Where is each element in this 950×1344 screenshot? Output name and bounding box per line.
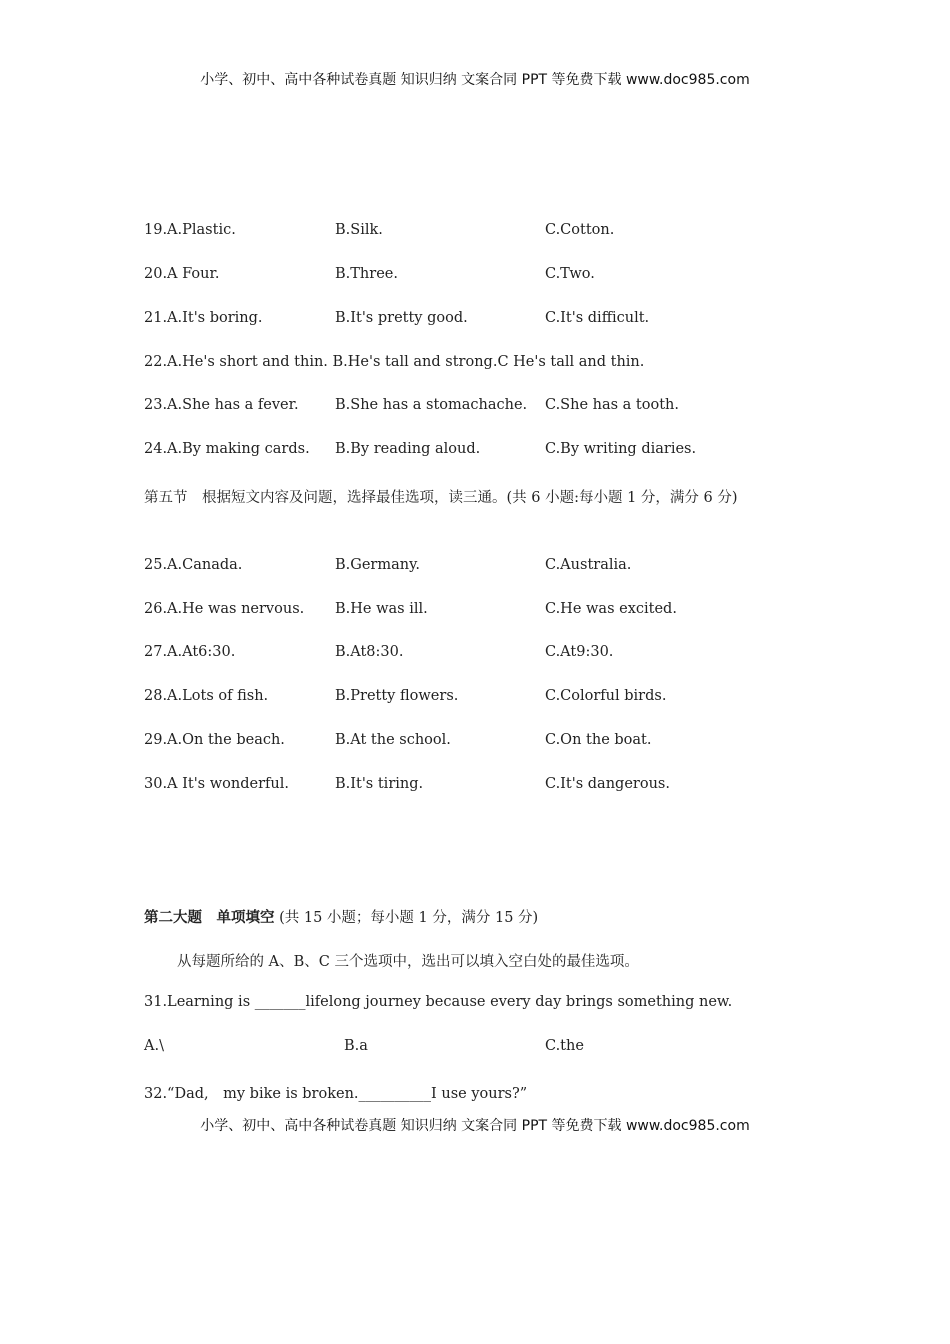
option-b: B.She has a stomachache. — [335, 397, 528, 413]
option-a: 21.A.It's boring. — [144, 310, 263, 326]
option-a: 25.A.Canada. — [144, 557, 243, 573]
option-a: 20.A Four. — [144, 266, 220, 282]
option-a: 26.A.He was nervous. — [144, 601, 305, 617]
option-b: B.Three. — [335, 266, 398, 282]
option-c: C.She has a tooth. — [545, 397, 679, 413]
option-c: C.Cotton. — [545, 222, 615, 238]
option-b: B.It's pretty good. — [335, 310, 468, 326]
option-b: B.He was ill. — [335, 601, 428, 617]
option-c: C.It's dangerous. — [545, 776, 670, 792]
page-footer: 小学、初中、高中各种试卷真题 知识归纳 文案合同 PPT 等免费下载 www.doc985.com — [200, 1118, 750, 1134]
option-a: 27.A.At6:30. — [144, 644, 236, 660]
option-b: B.Silk. — [335, 222, 383, 238]
option-b: B.Germany. — [335, 557, 420, 573]
option-c: C He's tall and thin. — [497, 354, 645, 370]
option-c: C.the — [545, 1038, 584, 1054]
option-b: B.At8:30. — [335, 644, 404, 660]
option-c: C.At9:30. — [545, 644, 614, 660]
question-22 — [144, 354, 644, 370]
option-b: B.Pretty flowers. — [335, 688, 459, 704]
option-b: B.He's tall and strong. — [332, 354, 498, 370]
part-2-title: 第二大题 单项填空 — [144, 910, 275, 926]
option-b: B.a — [344, 1038, 368, 1054]
option-a: 19.A.Plastic. — [144, 222, 236, 238]
option-b: B.It's tiring. — [335, 776, 424, 792]
option-c: C.Australia. — [545, 557, 632, 573]
option-c: C.He was excited. — [545, 601, 677, 617]
option-c: C.Colorful birds. — [545, 688, 667, 704]
option-c: C.It's difficult. — [545, 310, 650, 326]
option-c: C.On the boat. — [545, 732, 652, 748]
option-a: A.\ — [144, 1038, 164, 1054]
part-2-heading — [144, 906, 538, 927]
question-32-stem: 32.“Dad, my bike is broken.__________I use yours?” — [144, 1086, 528, 1102]
option-a: 28.A.Lots of fish. — [144, 688, 269, 704]
question-31-stem: 31.Learning is _______lifelong journey because every day brings something new. — [144, 994, 733, 1010]
part-2-note: (共 15 小题；每小题 1 分，满分 15 分) — [279, 910, 539, 926]
option-a: 22.A.He's short and thin. — [144, 354, 328, 370]
section-5-heading: 第五节 根据短文内容及问题，选择最佳选项，读三通。(共 6 小题:每小题 1 分，满分 6 分) — [144, 490, 738, 506]
option-a: 23.A.She has a fever. — [144, 397, 299, 413]
option-b: B.By reading aloud. — [335, 441, 481, 457]
option-b: B.At the school. — [335, 732, 451, 748]
page-header: 小学、初中、高中各种试卷真题 知识归纳 文案合同 PPT 等免费下载 www.doc985.com — [200, 72, 750, 88]
option-a: 29.A.On the beach. — [144, 732, 285, 748]
option-c: C.By writing diaries. — [545, 441, 697, 457]
option-a: 24.A.By making cards. — [144, 441, 310, 457]
option-a: 30.A It's wonderful. — [144, 776, 289, 792]
part-2-instruction: 从每题所给的 A、B、C 三个选项中，选出可以填入空白处的最佳选项。 — [177, 954, 639, 970]
option-c: C.Two. — [545, 266, 595, 282]
